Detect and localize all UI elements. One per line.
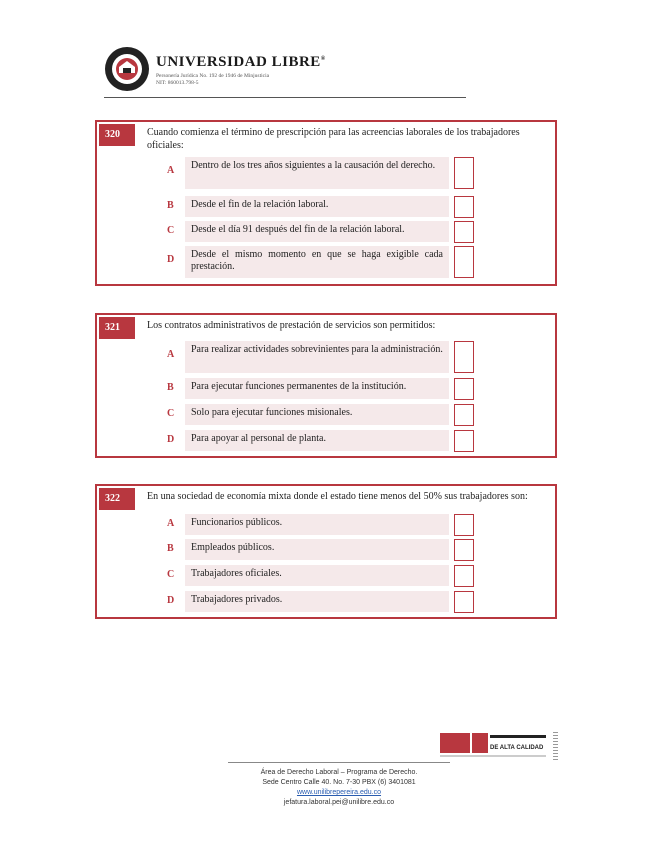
answer-checkbox[interactable] [454,196,474,218]
answer-checkbox[interactable] [454,514,474,536]
university-name: UNIVERSIDAD LIBRE® [156,54,326,70]
letterhead [104,46,466,98]
footer-website-link[interactable]: www.unilibrepereira.edu.co [296,789,382,796]
option-text: Para apoyar al personal de planta. [185,430,449,451]
answer-checkbox[interactable] [454,430,474,452]
footer-address: Sede Centro Calle 40. No. 7-30 PBX (6) 3401081 [262,779,416,786]
header-divider [104,97,466,98]
question-text: Los contratos administrativos de prestación de servicios son permitidos: [147,320,436,331]
answer-checkbox[interactable] [454,378,474,400]
answer-checkbox[interactable] [454,221,474,243]
option-letter: B [167,543,174,554]
question-text: Cuando comienza el término de prescripción para las acreencias laborales de los trabajadores oficiales: [147,127,520,151]
option-letter: A [167,165,175,176]
option-text: Para ejecutar funciones permanentes de la institución. [185,378,449,399]
option-text: Trabajadores oficiales. [185,565,449,586]
question-text: En una sociedad de economía mixta donde el estado tiene menos del 50% sus trabajadores son: [147,491,528,502]
option-letter: A [167,518,175,529]
option-letter: D [167,595,175,606]
option-text: Para realizar actividades sobrevinientes para la administración. [185,341,449,373]
answer-checkbox[interactable] [454,246,474,278]
question-322 [95,484,557,619]
option-text: Funcionarios públicos. [185,514,449,535]
answer-checkbox[interactable] [454,591,474,613]
footer-department: Área de Derecho Laboral – Programa de Derecho. [260,769,418,776]
option-letter: C [167,408,175,419]
option-text: Desde el día 91 después del fin de la relación laboral. [185,221,449,242]
option-letter: D [167,434,175,445]
question-number: 322 [99,488,135,510]
option-letter: B [167,382,174,393]
option-letter: C [167,225,175,236]
option-text: Desde el fin de la relación laboral. [185,196,449,217]
vertical-reference-mark [553,732,558,760]
option-text: Desde el mismo momento en que se haga exigible cada prestación. [185,246,449,278]
question-320 [95,120,557,286]
option-text: Empleados públicos. [185,539,449,560]
footer-email[interactable]: jefatura.laboral.pei@unilibre.edu.co [283,799,395,806]
answer-checkbox[interactable] [454,404,474,426]
answer-checkbox[interactable] [454,341,474,373]
option-letter: A [167,349,175,360]
answer-checkbox[interactable] [454,565,474,587]
question-number: 320 [99,124,135,146]
question-number: 321 [99,317,135,339]
option-text: Trabajadores privados. [185,591,449,612]
answer-checkbox[interactable] [454,157,474,189]
university-seal-icon [104,46,150,92]
option-letter: D [167,254,175,265]
answer-checkbox[interactable] [454,539,474,561]
university-subtitle: Personería Jurídica No. 192 de 1946 de Minjusticia NIT: 860013.798-5 [156,73,270,86]
logo-text: DE ALTA CALIDAD [490,745,544,751]
question-321 [95,313,557,458]
footer [228,768,450,808]
option-text: Dentro de los tres años siguientes a la causación del derecho. [185,157,449,189]
option-letter: C [167,569,175,580]
option-letter: B [167,200,174,211]
option-text: Solo para ejecutar funciones misionales. [185,404,449,425]
footer-divider [228,762,450,763]
accreditation-logo-icon [440,731,548,759]
